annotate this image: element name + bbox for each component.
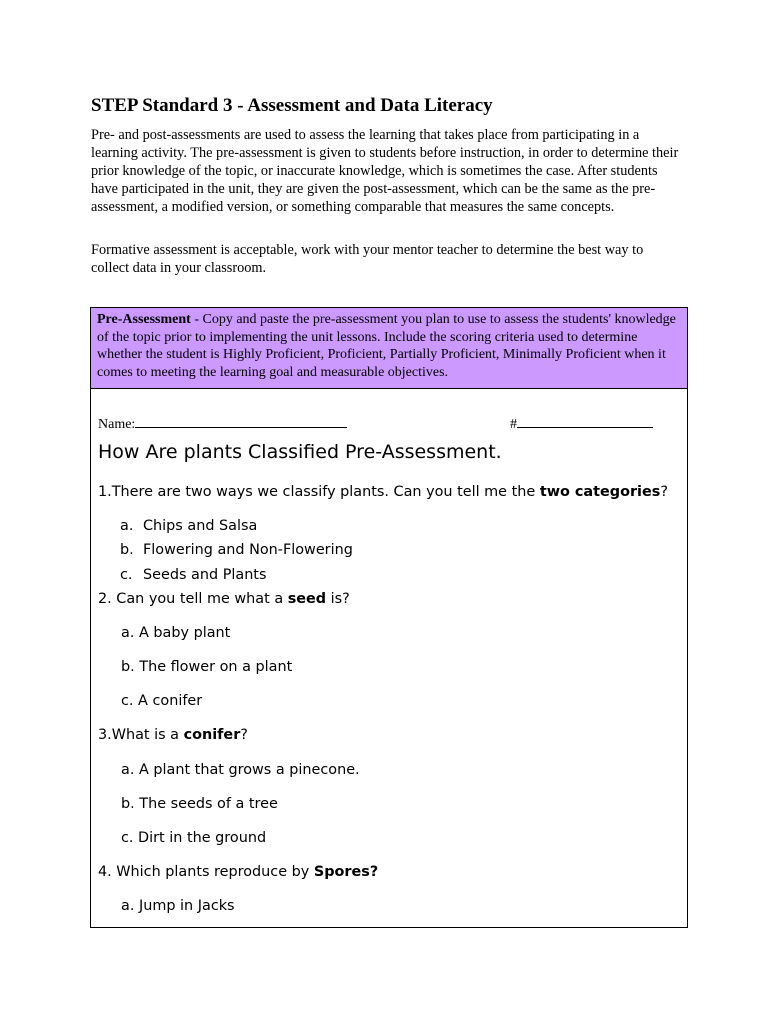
- q1-option-c-marker: c.: [120, 567, 133, 583]
- question-2-emphasis: seed: [287, 591, 327, 607]
- question-2: [98, 591, 350, 607]
- pre-assessment-label: Pre-Assessment: [97, 312, 191, 327]
- question-4-prefix: 4. Which plants reproduce by: [98, 864, 314, 880]
- document-title: STEP Standard 3 - Assessment and Data Literacy: [91, 95, 493, 116]
- q1-option-a: [120, 518, 133, 534]
- question-1-emphasis: two categories: [539, 484, 661, 500]
- q3-option-a: a. A plant that grows a pinecone.: [121, 762, 360, 778]
- number-label: #: [510, 417, 517, 432]
- q3-option-c: c. Dirt in the ground: [121, 830, 267, 846]
- question-2-prefix: 2. Can you tell me what a: [98, 591, 288, 607]
- number-blank-line: [517, 414, 653, 428]
- number-field[interactable]: [510, 414, 653, 433]
- question-2-suffix: is?: [326, 591, 350, 607]
- question-1-prefix: 1.There are two ways we classify plants. Can you tell me the: [98, 484, 540, 500]
- q2-option-a: a. A baby plant: [121, 625, 231, 641]
- question-3: [98, 727, 248, 743]
- question-3-prefix: 3.What is a: [98, 727, 184, 743]
- question-3-suffix: ?: [240, 727, 248, 743]
- question-1-suffix: ?: [660, 484, 668, 500]
- pre-assessment-table: [90, 307, 688, 928]
- question-3-emphasis: conifer: [183, 727, 241, 743]
- question-1: [98, 484, 668, 500]
- name-blank-line: [135, 414, 347, 428]
- q3-option-b: b. The seeds of a tree: [121, 796, 278, 812]
- q1-option-b: [120, 542, 134, 558]
- q2-option-c: c. A conifer: [121, 693, 203, 709]
- quiz-title: How Are plants Classified Pre-Assessment.: [98, 441, 502, 463]
- q4-option-a: a. Jump in Jacks: [121, 898, 235, 914]
- formative-paragraph: Formative assessment is acceptable, work with your mentor teacher to determine the best way to collect data in your classroom.: [91, 242, 644, 276]
- q1-option-c: [120, 567, 133, 583]
- name-field[interactable]: [98, 414, 347, 433]
- question-4-emphasis: Spores?: [313, 864, 379, 880]
- pre-assessment-header-cell: [91, 308, 687, 389]
- q1-option-a-text: Chips and Salsa: [143, 518, 258, 534]
- q1-option-b-marker: b.: [120, 542, 134, 558]
- name-label: Name:: [98, 417, 136, 432]
- pre-assessment-description: - Copy and paste the pre-assessment you plan to use to assess the students' knowledge of the topic prior to implementing the unit lessons. Include the scoring criteria used to determine whether the student is Highly Proficient, Proficient, Partially Proficient, Minimally Proficient when it comes to meeting the learning goal and measurable objectives.: [97, 312, 676, 380]
- q1-option-c-text: Seeds and Plants: [143, 567, 267, 583]
- q1-option-b-text: Flowering and Non-Flowering: [143, 542, 353, 558]
- q2-option-b: b. The flower on a plant: [121, 659, 293, 675]
- question-4: [98, 864, 378, 880]
- q1-option-a-marker: a.: [120, 518, 134, 534]
- intro-paragraph: Pre- and post-assessments are used to assess the learning that takes place from participating in a learning activity. The pre-assessment is given to students before instruction, in order to determine their prior knowledge of the topic, or inaccurate knowledge, which is sometimes the case. After students have participated in the unit, they are given the post-assessment, which can be the same as the pre-assessment, a modified version, or something comparable that measures the same concepts.: [91, 127, 679, 215]
